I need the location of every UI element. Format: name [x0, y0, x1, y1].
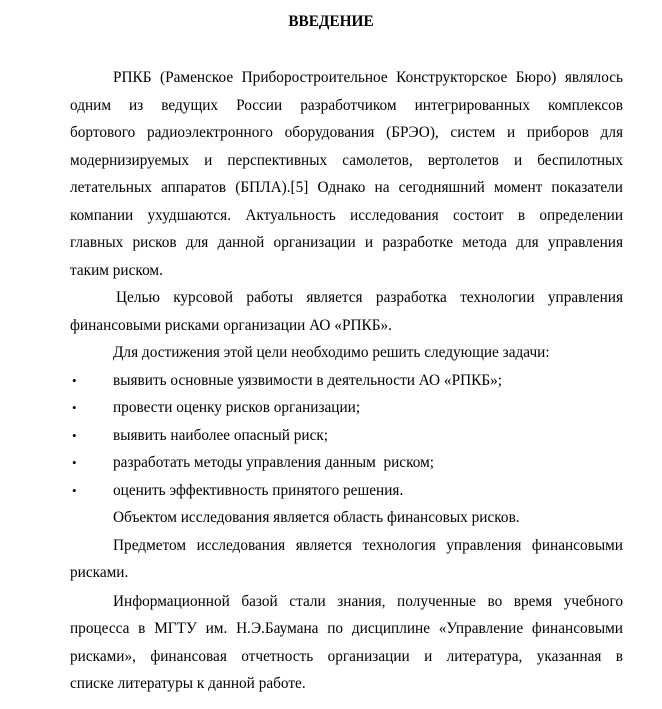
text-line: финансовыми рисками организации АО «РПКБ».	[70, 316, 392, 334]
bullet-icon: •	[72, 400, 77, 415]
text-line: списке литературы к данной работе.	[70, 675, 306, 692]
document-body	[70, 64, 623, 698]
text-line: РПКБ (Раменское Приборостроительное Конструкторское Бюро) являлось	[113, 69, 623, 86]
text-line: одним из ведущих России разработчиком интегрированных комплексов	[70, 96, 623, 114]
list-item-text: оценить эффективность принятого решения.	[113, 481, 404, 499]
text-line: Целью курсовой работы является разработка технологии управления	[116, 289, 623, 306]
text-line: модернизируемых и перспективных самолетов, вертолетов и беспилотных	[70, 151, 623, 169]
paragraph-tasks-intro: Для достижения этой цели необходимо решить следующие задачи:	[113, 344, 550, 361]
text-line: компании ухудшаются. Актуальность исследования состоит в определении	[70, 206, 623, 224]
list-item-text: выявить основные уязвимости в деятельности АО «РПКБ»;	[113, 371, 503, 389]
task-list	[70, 367, 623, 505]
list-item-text: разработать методы управления данным риском;	[113, 454, 435, 471]
bullet-icon: •	[72, 455, 77, 470]
list-item-text: выявить наиболее опасный риск;	[113, 426, 329, 444]
list-item-text: провести оценку рисков организации;	[113, 399, 361, 416]
text-line: процесса в МГТУ им. Н.Э.Баумана по дисциплине «Управление финансовыми	[70, 620, 623, 637]
paragraph-object: Объектом исследования является область финансовых рисков.	[113, 509, 520, 526]
text-line: бортового радиоэлектронного оборудования (БРЭО), систем и приборов для	[70, 124, 623, 141]
bullet-icon: •	[72, 427, 77, 443]
list-item	[70, 449, 623, 477]
paragraph-goal	[70, 284, 623, 339]
text-line: рисками», финансовая отчетность организации и литература, указанная в	[70, 647, 623, 665]
page-title: ВВЕДЕНИЕ	[288, 13, 374, 30]
bullet-icon: •	[72, 482, 77, 498]
paragraph-intro	[70, 64, 623, 284]
text-line: Предметом исследования является технология управления финансовыми	[113, 536, 623, 554]
text-line: таким риском.	[70, 261, 163, 279]
paragraph-subject	[70, 532, 623, 587]
list-item	[70, 394, 623, 422]
bullet-icon: •	[72, 372, 77, 388]
paragraph-info-base	[70, 588, 623, 698]
text-line: главных рисков для данной организации и разработке метода для управления	[70, 234, 623, 251]
text-line: летательных аппаратов (БПЛА).[5] Однако на сегодняшний момент показатели	[70, 179, 623, 196]
text-line: Информационной базой стали знания, полученные во время учебного	[113, 592, 623, 610]
list-item	[70, 477, 623, 505]
list-item	[70, 367, 623, 395]
text-line: рисками.	[70, 564, 129, 581]
list-item	[70, 422, 623, 450]
